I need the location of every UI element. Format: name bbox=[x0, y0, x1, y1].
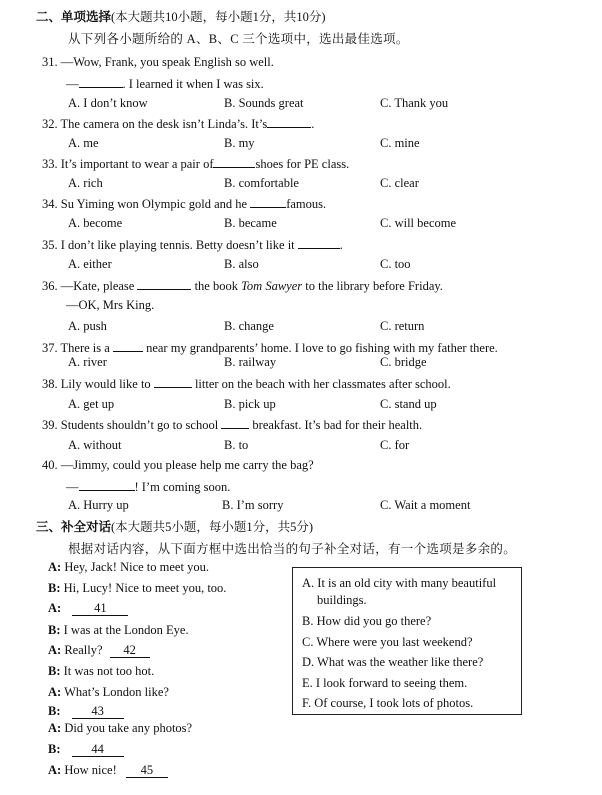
answer-blank-44[interactable]: 44 bbox=[72, 743, 124, 757]
question-text: Lily would like to bbox=[60, 377, 151, 391]
question-text: famous. bbox=[286, 197, 327, 211]
question-text: Students shouldn’t go to school bbox=[60, 418, 219, 432]
dialogue-line bbox=[48, 664, 154, 679]
option-c[interactable]: C. mine bbox=[380, 136, 420, 150]
option-c[interactable]: C. Wait a moment bbox=[380, 498, 471, 512]
dialogue-text: I was at the London Eye. bbox=[63, 623, 189, 637]
options-box bbox=[292, 567, 522, 715]
section-3-title: 三、补全对话 bbox=[36, 520, 112, 534]
option-a[interactable]: A. either bbox=[68, 257, 112, 271]
answer-blank-45[interactable]: 45 bbox=[126, 764, 168, 778]
section-2-title: 二、单项选择 bbox=[36, 10, 112, 24]
dialogue-line bbox=[48, 742, 124, 757]
dialogue-text: How nice! bbox=[64, 763, 117, 777]
speaker: B: bbox=[48, 704, 61, 718]
question-text: The camera on the desk isn’t Linda’s. It’s bbox=[60, 117, 268, 131]
speaker: A: bbox=[48, 763, 62, 777]
option-c[interactable]: C. return bbox=[380, 319, 425, 333]
question-number: 35. bbox=[42, 238, 58, 252]
question-number: 40. bbox=[42, 458, 58, 472]
question-text: There is a bbox=[60, 341, 110, 355]
speaker: A: bbox=[48, 643, 62, 657]
option-c[interactable]: C. for bbox=[380, 438, 410, 452]
section-2-heading bbox=[36, 7, 326, 25]
option-c[interactable]: C. clear bbox=[380, 176, 419, 190]
option-c[interactable]: C. Thank you bbox=[380, 96, 449, 110]
dialogue-line bbox=[48, 581, 226, 596]
dash: — bbox=[66, 77, 79, 91]
question-34 bbox=[42, 195, 326, 212]
question-text: —Jimmy, could you please help me carry the bag? bbox=[60, 458, 314, 472]
option-b[interactable]: B. Sounds great bbox=[224, 96, 304, 110]
option-a[interactable]: A. me bbox=[68, 136, 99, 150]
option-b[interactable]: B. change bbox=[224, 319, 274, 333]
question-text: litter on the beach with her classmates after school. bbox=[194, 377, 451, 391]
question-number: 38. bbox=[42, 377, 58, 391]
dialogue-line bbox=[48, 601, 128, 616]
dash: — bbox=[66, 480, 79, 494]
option-a-continued: buildings. bbox=[317, 593, 367, 607]
question-text: the book bbox=[194, 279, 238, 293]
question-40-line-2 bbox=[66, 478, 230, 495]
answer-blank-41[interactable]: 41 bbox=[72, 602, 128, 616]
dialogue-text: What’s London like? bbox=[64, 685, 169, 699]
question-39 bbox=[42, 416, 422, 433]
option-b[interactable]: B. became bbox=[224, 216, 277, 230]
option-c[interactable]: C. bridge bbox=[380, 355, 427, 369]
question-text: breakfast. It’s bad for their health. bbox=[252, 418, 423, 432]
dialogue-line bbox=[48, 704, 124, 719]
answer-blank[interactable] bbox=[154, 375, 192, 388]
question-number: 32. bbox=[42, 117, 58, 131]
option-c[interactable]: C. Where were you last weekend? bbox=[302, 635, 473, 649]
question-number: 31. bbox=[42, 55, 58, 69]
option-a[interactable]: A. push bbox=[68, 319, 107, 333]
answer-blank-42[interactable]: 42 bbox=[110, 644, 150, 658]
option-a[interactable]: A. river bbox=[68, 355, 107, 369]
answer-blank[interactable] bbox=[298, 236, 340, 249]
answer-blank-43[interactable]: 43 bbox=[72, 705, 124, 719]
answer-blank[interactable] bbox=[267, 115, 311, 128]
speaker: B: bbox=[48, 664, 61, 678]
answer-blank[interactable] bbox=[137, 277, 191, 290]
dialogue-line bbox=[48, 685, 169, 700]
dialogue-line bbox=[48, 763, 168, 778]
option-b[interactable]: B. pick up bbox=[224, 397, 276, 411]
question-text: ! I’m coming soon. bbox=[134, 480, 231, 494]
option-c[interactable]: C. too bbox=[380, 257, 411, 271]
option-c[interactable]: C. stand up bbox=[380, 397, 437, 411]
question-40 bbox=[42, 458, 314, 473]
option-d[interactable]: D. What was the weather like there? bbox=[302, 655, 484, 669]
question-number: 33. bbox=[42, 157, 58, 171]
speaker: A: bbox=[48, 721, 62, 735]
answer-blank[interactable] bbox=[79, 75, 123, 88]
section-3-instruction: 根据对话内容，从下面方框中选出恰当的句子补全对话，有一个选项是多余的。 bbox=[68, 542, 517, 556]
answer-blank[interactable] bbox=[213, 155, 255, 168]
speaker: A: bbox=[48, 601, 62, 615]
option-a[interactable]: A. Hurry up bbox=[68, 498, 129, 512]
question-text: to the library before Friday. bbox=[305, 279, 443, 293]
dialogue-line bbox=[48, 643, 150, 658]
question-37 bbox=[42, 339, 498, 356]
question-text: Su Yiming won Olympic gold and he bbox=[60, 197, 248, 211]
option-f[interactable]: F. Of course, I took lots of photos. bbox=[302, 696, 474, 710]
question-text: . bbox=[339, 238, 343, 252]
dialogue-text: Did you take any photos? bbox=[64, 721, 193, 735]
dialogue-line bbox=[48, 560, 209, 575]
question-32 bbox=[42, 115, 314, 132]
dialogue-line bbox=[48, 721, 192, 736]
section-3-heading bbox=[36, 517, 313, 535]
question-31 bbox=[42, 55, 274, 70]
answer-blank[interactable] bbox=[221, 416, 249, 429]
section-2-instruction: 从下列各小题所给的 A、B、C 三个选项中，选出最佳选项。 bbox=[68, 32, 409, 46]
option-a[interactable]: A. It is an old city with many beautiful bbox=[302, 576, 497, 590]
speaker: B: bbox=[48, 623, 61, 637]
dialogue-text: It was not too hot. bbox=[63, 664, 155, 678]
question-text: —Wow, Frank, you speak English so well. bbox=[60, 55, 274, 69]
question-text: It’s important to wear a pair of bbox=[60, 157, 214, 171]
option-a[interactable]: A. I don’t know bbox=[68, 96, 148, 110]
question-text: I don’t like playing tennis. Betty doesn’t like it bbox=[60, 238, 295, 252]
dialogue-text: Hi, Lucy! Nice to meet you, too. bbox=[63, 581, 227, 595]
answer-blank[interactable] bbox=[250, 195, 286, 208]
option-a[interactable]: A. without bbox=[68, 438, 122, 452]
option-b[interactable]: B. my bbox=[224, 136, 255, 150]
option-b[interactable]: B. I’m sorry bbox=[222, 498, 284, 512]
section-3-note: (本大题共5小题，每小题1分，共5分) bbox=[111, 520, 314, 534]
option-a[interactable]: A. become bbox=[68, 216, 123, 230]
option-a[interactable]: A. rich bbox=[68, 176, 103, 190]
question-text: . bbox=[311, 117, 315, 131]
question-33 bbox=[42, 155, 349, 172]
option-b[interactable]: B. comfortable bbox=[224, 176, 299, 190]
question-35 bbox=[42, 236, 343, 253]
speaker: B: bbox=[48, 581, 61, 595]
book-title: Tom Sawyer bbox=[241, 279, 303, 293]
speaker: B: bbox=[48, 742, 61, 756]
option-a[interactable]: A. get up bbox=[68, 397, 115, 411]
question-31-line-2 bbox=[66, 75, 264, 92]
dialogue-text: Hey, Jack! Nice to meet you. bbox=[64, 560, 209, 574]
section-2-note: (本大题共10小题，每小题1分，共10分) bbox=[111, 10, 326, 24]
question-38 bbox=[42, 375, 451, 392]
option-b[interactable]: B. to bbox=[224, 438, 249, 452]
question-number: 37. bbox=[42, 341, 58, 355]
question-text: —Kate, please bbox=[60, 279, 135, 293]
question-text: shoes for PE class. bbox=[255, 157, 350, 171]
question-number: 39. bbox=[42, 418, 58, 432]
dialogue-line bbox=[48, 623, 189, 638]
question-number: 34. bbox=[42, 197, 58, 211]
question-text: near my grandparents’ home. I love to go fishing with my father there. bbox=[146, 341, 498, 355]
question-36-line-2: —OK, Mrs King. bbox=[66, 298, 155, 312]
option-b[interactable]: B. How did you go there? bbox=[302, 614, 432, 628]
option-c[interactable]: C. will become bbox=[380, 216, 457, 230]
question-number: 36. bbox=[42, 279, 58, 293]
dialogue-text: Really? bbox=[64, 643, 103, 657]
question-text: . I learned it when I was six. bbox=[122, 77, 264, 91]
option-b[interactable]: B. also bbox=[224, 257, 259, 271]
answer-blank[interactable] bbox=[113, 339, 143, 352]
option-b[interactable]: B. railway bbox=[224, 355, 277, 369]
speaker: A: bbox=[48, 560, 62, 574]
question-36 bbox=[42, 277, 443, 294]
option-e[interactable]: E. I look forward to seeing them. bbox=[302, 676, 468, 690]
answer-blank[interactable] bbox=[79, 478, 135, 491]
speaker: A: bbox=[48, 685, 62, 699]
